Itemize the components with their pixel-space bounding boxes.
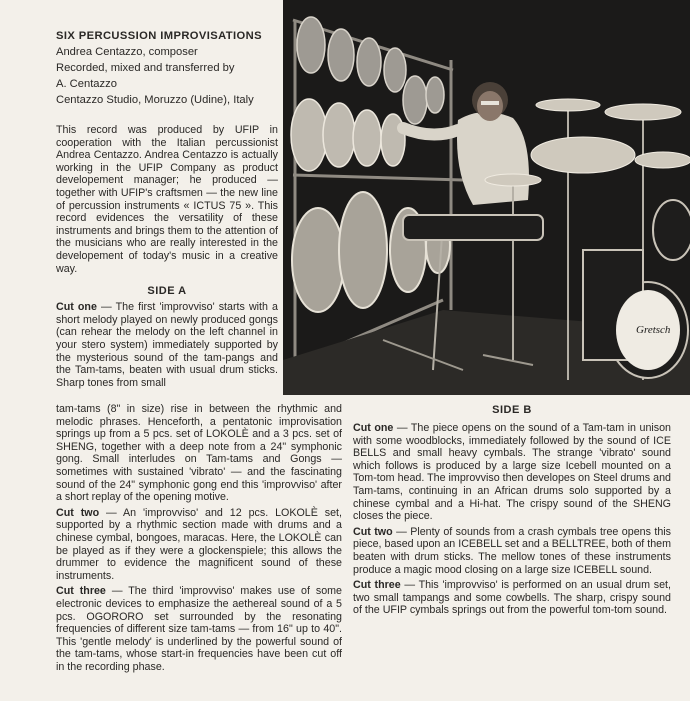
recorded-by-line: A. Centazzo bbox=[56, 78, 117, 90]
side-b-cut-one-label: Cut one bbox=[353, 422, 394, 434]
composer-line: Andrea Centazzo, composer bbox=[56, 46, 198, 58]
drummer-photo-illustration bbox=[283, 0, 690, 395]
side-b-cut-two-label: Cut two bbox=[353, 525, 393, 538]
side-a-heading: SIDE A bbox=[147, 285, 187, 298]
side-a-continued bbox=[56, 403, 342, 676]
side-b-cut-two-text: — Plenty of sounds from a crash cymbals tree opens this piece, based upon an ICEBELL set and a BELLTREE, both of them beaten with drum sticks. The mellow tones of these instruments produce a magic mood closing on a large size ICEBELL sound. bbox=[353, 525, 671, 576]
side-a-cut-one-continued bbox=[56, 403, 342, 504]
side-a-cut-two-label: Cut two bbox=[56, 506, 100, 519]
side-b-cut-three bbox=[353, 579, 671, 617]
side-a-cut-two-text: — An 'improvviso' and 12 pcs. LOKOLÈ set, supported by a rhythmic section made with drums and a chinese cymbal, bongoes, maracas. Here, the LOKOLÈ can be played as if they were a glockenspiele; this allows the drummer to evidence the magnificent sound of these instruments. bbox=[56, 506, 342, 582]
side-b-heading: SIDE B bbox=[492, 404, 532, 416]
side-a-cut-one-label: Cut one bbox=[56, 301, 97, 314]
left-column bbox=[56, 28, 278, 389]
studio-line: Centazzo Studio, Moruzzo (Udine), Italy bbox=[56, 94, 254, 106]
side-a-cut-three bbox=[56, 585, 342, 673]
side-b-cut-one bbox=[353, 422, 671, 523]
album-title: SIX PERCUSSION IMPROVISATIONS bbox=[56, 30, 262, 42]
right-column bbox=[353, 404, 671, 620]
side-b-cut-three-text: — This 'improvviso' is performed on an usual drum set, two small tampangs and some cowbells. The sharp, crispy sound of the UFIP cymbals springs out from the powerful tom-tom sound. bbox=[353, 579, 671, 617]
side-b-cut-three-label: Cut three bbox=[353, 579, 401, 592]
drummer-photo bbox=[283, 0, 690, 395]
side-b-cut-two bbox=[353, 526, 671, 576]
credits-block bbox=[56, 28, 278, 108]
side-a-cut-three-label: Cut three bbox=[56, 585, 106, 598]
side-a-cut-one-start bbox=[56, 301, 278, 389]
side-a-cut-two bbox=[56, 507, 342, 583]
side-a-cut-one-text-rest: tam-tams (8" in size) rise in between the rhythmic and melodic phrases. Henceforth, a pentatonic improvisation springs up from a 5 pcs. set of LOKOLÈ and a 3 pcs. set of SHENG, together with a deep note from a 24" symphonic gong. Small interludes on Tam-tams and Gongs — sometimes with sustained 'vibrato' — and the fascinating sound of the 24" symphonic gong end this 'improvviso' after a short replay of the opening motive. bbox=[56, 403, 342, 504]
recorded-line: Recorded, mixed and transferred by bbox=[56, 62, 235, 74]
drum-brand-logo: Gretsch bbox=[636, 324, 671, 336]
side-a-cut-one-text-start: — The first 'improvviso' starts with a short melody played on newly produced gongs (can rehear the melody on the left channel in your stero system) immediately supported by the mysterious sound of the tam-pangs and the Tam-tams, beaten with usual drum sticks. Sharp tones from small bbox=[56, 301, 278, 389]
side-a-cut-three-text: — The third 'improvviso' makes use of some electronic devices to emphasize the aethereal sound of a 5 pcs. OGORORO set surrounded by the resonating frequencies of different size tam-tams — from 16" up to 40". This 'gentle melody' is underlined by the powerful sound of the tam-tams, whose start-in frequencies have been cut off in the recording phase. bbox=[56, 585, 342, 673]
side-b-cut-one-text: — The piece opens on the sound of a Tam-tam in unison with some woodblocks, immediately followed by the sound of ICE BELLS and small heavy cymbals. The strange 'vibrato' sound which follows is produced by a large size Icebell mounted on a Tom-tom head. The improvviso then developes on Steel drums and Tam-tams, continuing in an African drums solo supported by a chinese cymbal and a Hi-hat. The crispy sound of the SHENG closes the piece. bbox=[353, 422, 671, 523]
intro-paragraph: This record was produced by UFIP in cooperation with the Italian percussionist Andrea Centazzo. Andrea Centazzo is actually working in the UFIP Company as product developement manager; he produced — together with UFIP's craftsmen — the new line of percussion instruments « ICTUS 75 ». This record evidences the versatility of these instruments and brings them to the attention of the musicians who are really interested in the developement of today's music in a creative way. bbox=[56, 124, 278, 275]
